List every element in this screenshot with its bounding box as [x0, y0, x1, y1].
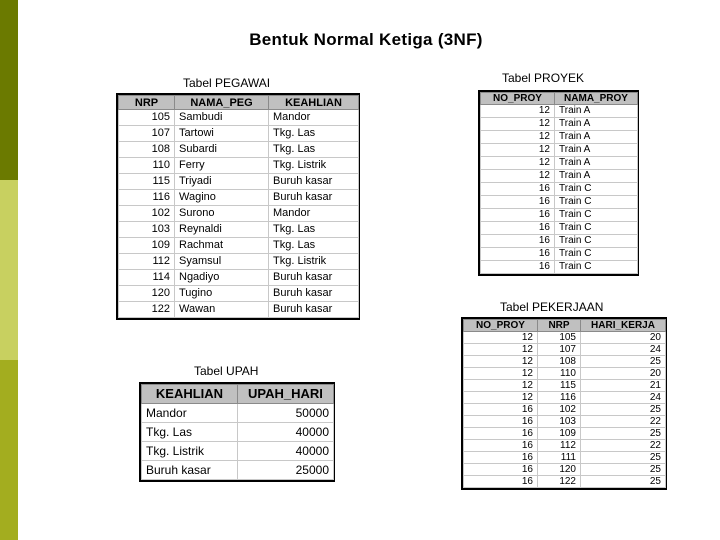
table-row: [481, 118, 638, 131]
table-row: [481, 248, 638, 261]
table-cell: 108: [119, 142, 175, 158]
table-cell: Wawan: [175, 302, 269, 318]
table-cell: 102: [119, 206, 175, 222]
table-cell: Tkg. Las: [269, 142, 359, 158]
table-cell: Train C: [555, 183, 638, 196]
table-cell: Ngadiyo: [175, 270, 269, 286]
table-cell: Buruh kasar: [269, 302, 359, 318]
table-cell: Train C: [555, 196, 638, 209]
column-header-no-proy: NO_PROY: [481, 93, 555, 105]
pekerjaan-header-row: [464, 320, 666, 332]
table-row: [119, 206, 359, 222]
table-cell: Tugino: [175, 286, 269, 302]
table-row: [464, 344, 666, 356]
table-cell: 16: [464, 428, 538, 440]
table-cell: Train C: [555, 261, 638, 274]
table-row: [142, 461, 334, 480]
table-cell: 120: [119, 286, 175, 302]
table-cell: 108: [538, 356, 581, 368]
table-cell: 21: [581, 380, 666, 392]
table-row: [142, 442, 334, 461]
table-row: [119, 238, 359, 254]
table-cell: 16: [464, 440, 538, 452]
table-cell: 116: [119, 190, 175, 206]
table-cell: 16: [481, 222, 555, 235]
table-cell: 16: [464, 464, 538, 476]
table-cell: 107: [538, 344, 581, 356]
table-cell: 25: [581, 356, 666, 368]
table-cell: Mandor: [142, 404, 238, 423]
table-cell: 122: [538, 476, 581, 488]
table-cell: 107: [119, 126, 175, 142]
table-row: [481, 105, 638, 118]
table-cell: 16: [464, 476, 538, 488]
table-cell: 12: [481, 170, 555, 183]
table-cell: 16: [481, 196, 555, 209]
table-row: [119, 142, 359, 158]
table-row: [481, 209, 638, 222]
column-header-nama-proy: NAMA_PROY: [555, 93, 638, 105]
table-cell: 22: [581, 440, 666, 452]
table-cell: 102: [538, 404, 581, 416]
table-cell: 25: [581, 404, 666, 416]
table-row: [464, 452, 666, 464]
accent-bar-top: [0, 0, 18, 180]
table-cell: 122: [119, 302, 175, 318]
table-cell: 24: [581, 344, 666, 356]
table-cell: 115: [538, 380, 581, 392]
table-cell: 25: [581, 452, 666, 464]
table-cell: Tkg. Listrik: [142, 442, 238, 461]
table-cell: Tkg. Las: [142, 423, 238, 442]
table-cell: Buruh kasar: [269, 190, 359, 206]
table-row: [464, 428, 666, 440]
table-cell: Ferry: [175, 158, 269, 174]
table-cell: Tkg. Listrik: [269, 158, 359, 174]
slide-title: Bentuk Normal Ketiga (3NF): [249, 30, 483, 49]
table-cell: Train C: [555, 222, 638, 235]
table-cell: 40000: [238, 442, 334, 461]
table-cell: Mandor: [269, 206, 359, 222]
table-cell: Train A: [555, 170, 638, 183]
table-cell: 16: [481, 209, 555, 222]
table-cell: Surono: [175, 206, 269, 222]
table-row: [119, 302, 359, 318]
table-cell: 12: [481, 131, 555, 144]
table-cell: 110: [538, 368, 581, 380]
table-cell: Syamsul: [175, 254, 269, 270]
pegawai-caption: Tabel PEGAWAI: [183, 76, 271, 90]
table-cell: 16: [464, 452, 538, 464]
table-cell: 20: [581, 332, 666, 344]
table-cell: Mandor: [269, 110, 359, 126]
table-row: [119, 110, 359, 126]
table-row: [481, 222, 638, 235]
table-cell: Train A: [555, 105, 638, 118]
table-row: [464, 404, 666, 416]
table-row: [481, 261, 638, 274]
table-cell: 12: [481, 105, 555, 118]
table-cell: Tkg. Listrik: [269, 254, 359, 270]
table-cell: 12: [464, 356, 538, 368]
table-row: [481, 235, 638, 248]
table-cell: 16: [481, 248, 555, 261]
table-cell: 110: [119, 158, 175, 174]
table-cell: 103: [119, 222, 175, 238]
table-cell: Buruh kasar: [142, 461, 238, 480]
table-row: [142, 404, 334, 423]
table-row: [464, 368, 666, 380]
pegawai-table: [116, 93, 360, 320]
table-row: [464, 464, 666, 476]
table-cell: Wagino: [175, 190, 269, 206]
table-cell: 116: [538, 392, 581, 404]
table-cell: Train A: [555, 157, 638, 170]
column-header-nrp: NRP: [538, 320, 581, 332]
table-cell: Buruh kasar: [269, 270, 359, 286]
pegawai-header-row: [119, 96, 359, 110]
table-row: [481, 157, 638, 170]
table-cell: Buruh kasar: [269, 286, 359, 302]
table-cell: Triyadi: [175, 174, 269, 190]
table-cell: Reynaldi: [175, 222, 269, 238]
column-header-nrp: NRP: [119, 96, 175, 110]
table-cell: 12: [464, 332, 538, 344]
upah-table: [139, 382, 335, 482]
table-cell: Train A: [555, 131, 638, 144]
proyek-table: [478, 90, 639, 276]
table-cell: Train C: [555, 248, 638, 261]
table-row: [119, 270, 359, 286]
table-row: [464, 332, 666, 344]
table-cell: Train A: [555, 118, 638, 131]
pekerjaan-caption: Tabel PEKERJAAN: [500, 300, 604, 314]
table-cell: 12: [464, 344, 538, 356]
table-cell: Rachmat: [175, 238, 269, 254]
column-header-nama-peg: NAMA_PEG: [175, 96, 269, 110]
table-cell: 40000: [238, 423, 334, 442]
table-cell: 114: [119, 270, 175, 286]
table-cell: 111: [538, 452, 581, 464]
table-cell: Sambudi: [175, 110, 269, 126]
table-cell: 16: [481, 261, 555, 274]
table-cell: 16: [481, 235, 555, 248]
table-cell: 25: [581, 428, 666, 440]
table-row: [119, 158, 359, 174]
column-header-keahlian: KEAHLIAN: [142, 385, 238, 404]
table-cell: Tkg. Las: [269, 238, 359, 254]
table-row: [481, 170, 638, 183]
table-row: [481, 131, 638, 144]
table-row: [119, 174, 359, 190]
table-row: [481, 196, 638, 209]
table-row: [464, 392, 666, 404]
table-cell: 16: [481, 183, 555, 196]
table-cell: Buruh kasar: [269, 174, 359, 190]
table-cell: 25: [581, 464, 666, 476]
table-row: [464, 380, 666, 392]
table-cell: 12: [481, 118, 555, 131]
accent-bar-middle: [0, 180, 18, 360]
table-cell: 103: [538, 416, 581, 428]
table-row: [464, 476, 666, 488]
table-row: [119, 190, 359, 206]
pekerjaan-table: [461, 317, 667, 490]
table-cell: Tartowi: [175, 126, 269, 142]
upah-header-row: [142, 385, 334, 404]
table-cell: 115: [119, 174, 175, 190]
table-row: [119, 286, 359, 302]
table-cell: Train C: [555, 209, 638, 222]
table-cell: 25: [581, 476, 666, 488]
table-cell: 109: [119, 238, 175, 254]
table-cell: 22: [581, 416, 666, 428]
table-row: [119, 126, 359, 142]
table-row: [481, 183, 638, 196]
column-header-upah-hari: UPAH_HARI: [238, 385, 334, 404]
table-cell: 109: [538, 428, 581, 440]
column-header-no-proy: NO_PROY: [464, 320, 538, 332]
table-cell: Subardi: [175, 142, 269, 158]
proyek-header-row: [481, 93, 638, 105]
table-cell: 20: [581, 368, 666, 380]
upah-caption: Tabel UPAH: [194, 364, 259, 378]
table-row: [119, 222, 359, 238]
table-cell: 12: [481, 144, 555, 157]
table-cell: 50000: [238, 404, 334, 423]
table-cell: 16: [464, 416, 538, 428]
table-cell: 105: [538, 332, 581, 344]
table-cell: Train C: [555, 235, 638, 248]
accent-bar-bottom: [0, 360, 18, 540]
table-row: [142, 423, 334, 442]
table-cell: 12: [464, 392, 538, 404]
table-cell: Tkg. Las: [269, 126, 359, 142]
table-cell: 105: [119, 110, 175, 126]
column-header-hari-kerja: HARI_KERJA: [581, 320, 666, 332]
table-cell: 16: [464, 404, 538, 416]
table-cell: 120: [538, 464, 581, 476]
table-row: [464, 440, 666, 452]
column-header-keahlian: KEAHLIAN: [269, 96, 359, 110]
table-cell: 12: [464, 380, 538, 392]
table-cell: Train A: [555, 144, 638, 157]
table-cell: 25000: [238, 461, 334, 480]
table-cell: 112: [538, 440, 581, 452]
table-row: [464, 416, 666, 428]
table-cell: 12: [481, 157, 555, 170]
table-cell: 24: [581, 392, 666, 404]
proyek-caption: Tabel PROYEK: [502, 71, 585, 85]
table-cell: 112: [119, 254, 175, 270]
table-row: [464, 356, 666, 368]
table-cell: 12: [464, 368, 538, 380]
table-row: [481, 144, 638, 157]
table-row: [119, 254, 359, 270]
table-cell: Tkg. Las: [269, 222, 359, 238]
